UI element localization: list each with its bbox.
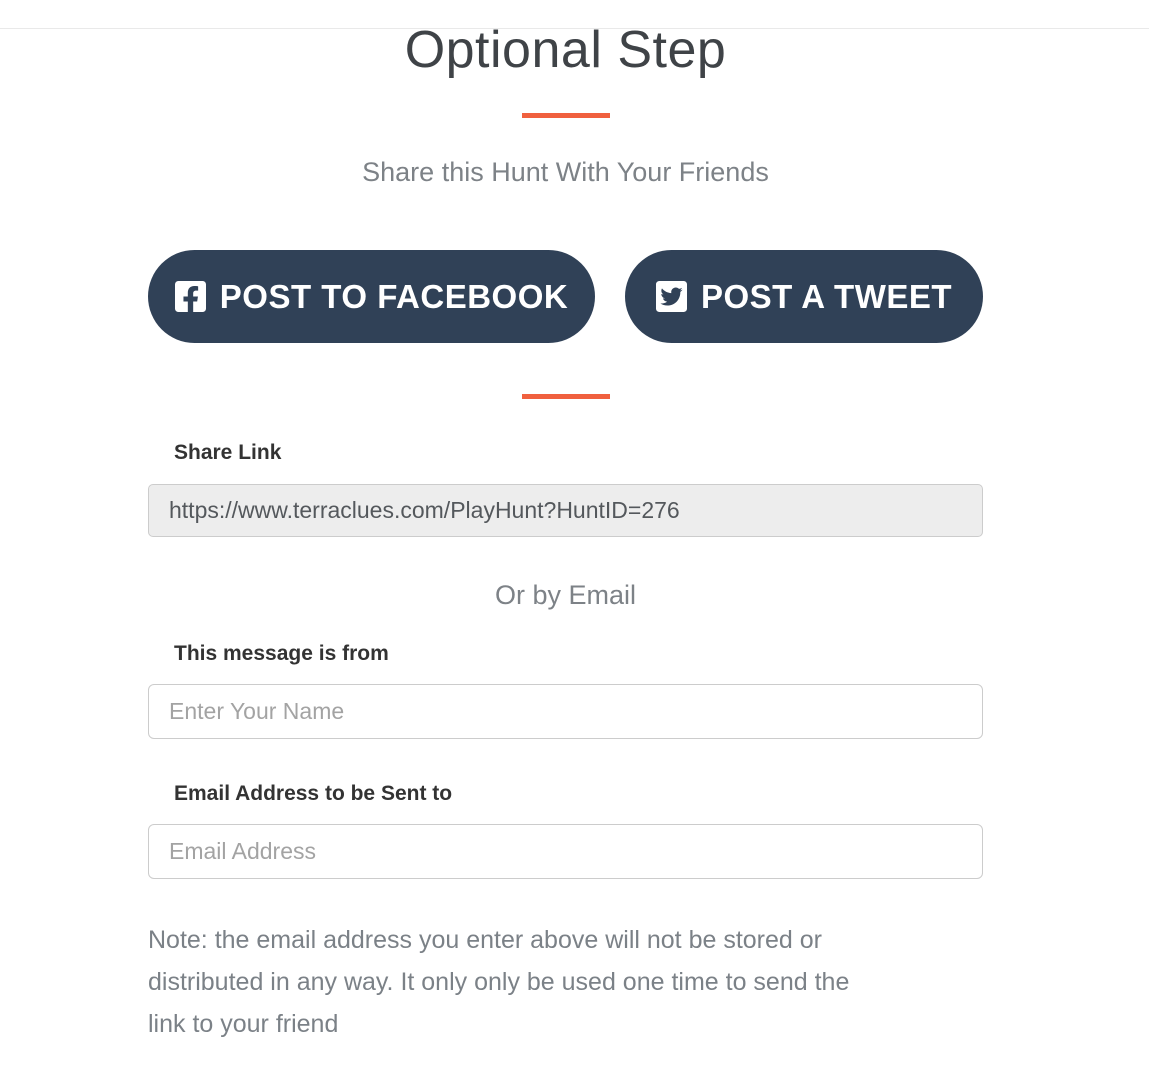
share-link-input[interactable] — [148, 484, 983, 537]
privacy-note-line: Note: the email address you enter above will not be stored or — [148, 926, 822, 954]
share-step-panel — [148, 18, 983, 1045]
privacy-note-line: link to your friend — [148, 1010, 339, 1038]
accent-divider-top — [522, 113, 610, 118]
sender-name-input[interactable] — [148, 684, 983, 739]
facebook-button-label: POST TO FACEBOOK — [219, 277, 569, 315]
post-a-tweet-button[interactable] — [625, 250, 983, 343]
privacy-note — [148, 919, 983, 1045]
facebook-square-icon — [175, 281, 206, 312]
share-link-label: Share Link — [174, 441, 282, 464]
recipient-email-input[interactable] — [148, 824, 983, 879]
page-title: Optional Step — [404, 21, 727, 79]
tweet-button-label: POST A TWEET — [700, 277, 953, 315]
email-to-label: Email Address to be Sent to — [174, 782, 453, 805]
subtitle: Share this Hunt With Your Friends — [362, 157, 769, 187]
social-button-row — [148, 250, 983, 343]
message-from-label: This message is from — [174, 642, 389, 665]
accent-divider-middle — [522, 394, 610, 399]
privacy-note-line: distributed in any way. It only only be used one time to send the — [148, 968, 850, 996]
or-by-email-heading: Or by Email — [494, 580, 637, 610]
twitter-square-icon — [656, 281, 687, 312]
post-to-facebook-button[interactable] — [148, 250, 595, 343]
top-divider — [0, 28, 1149, 29]
